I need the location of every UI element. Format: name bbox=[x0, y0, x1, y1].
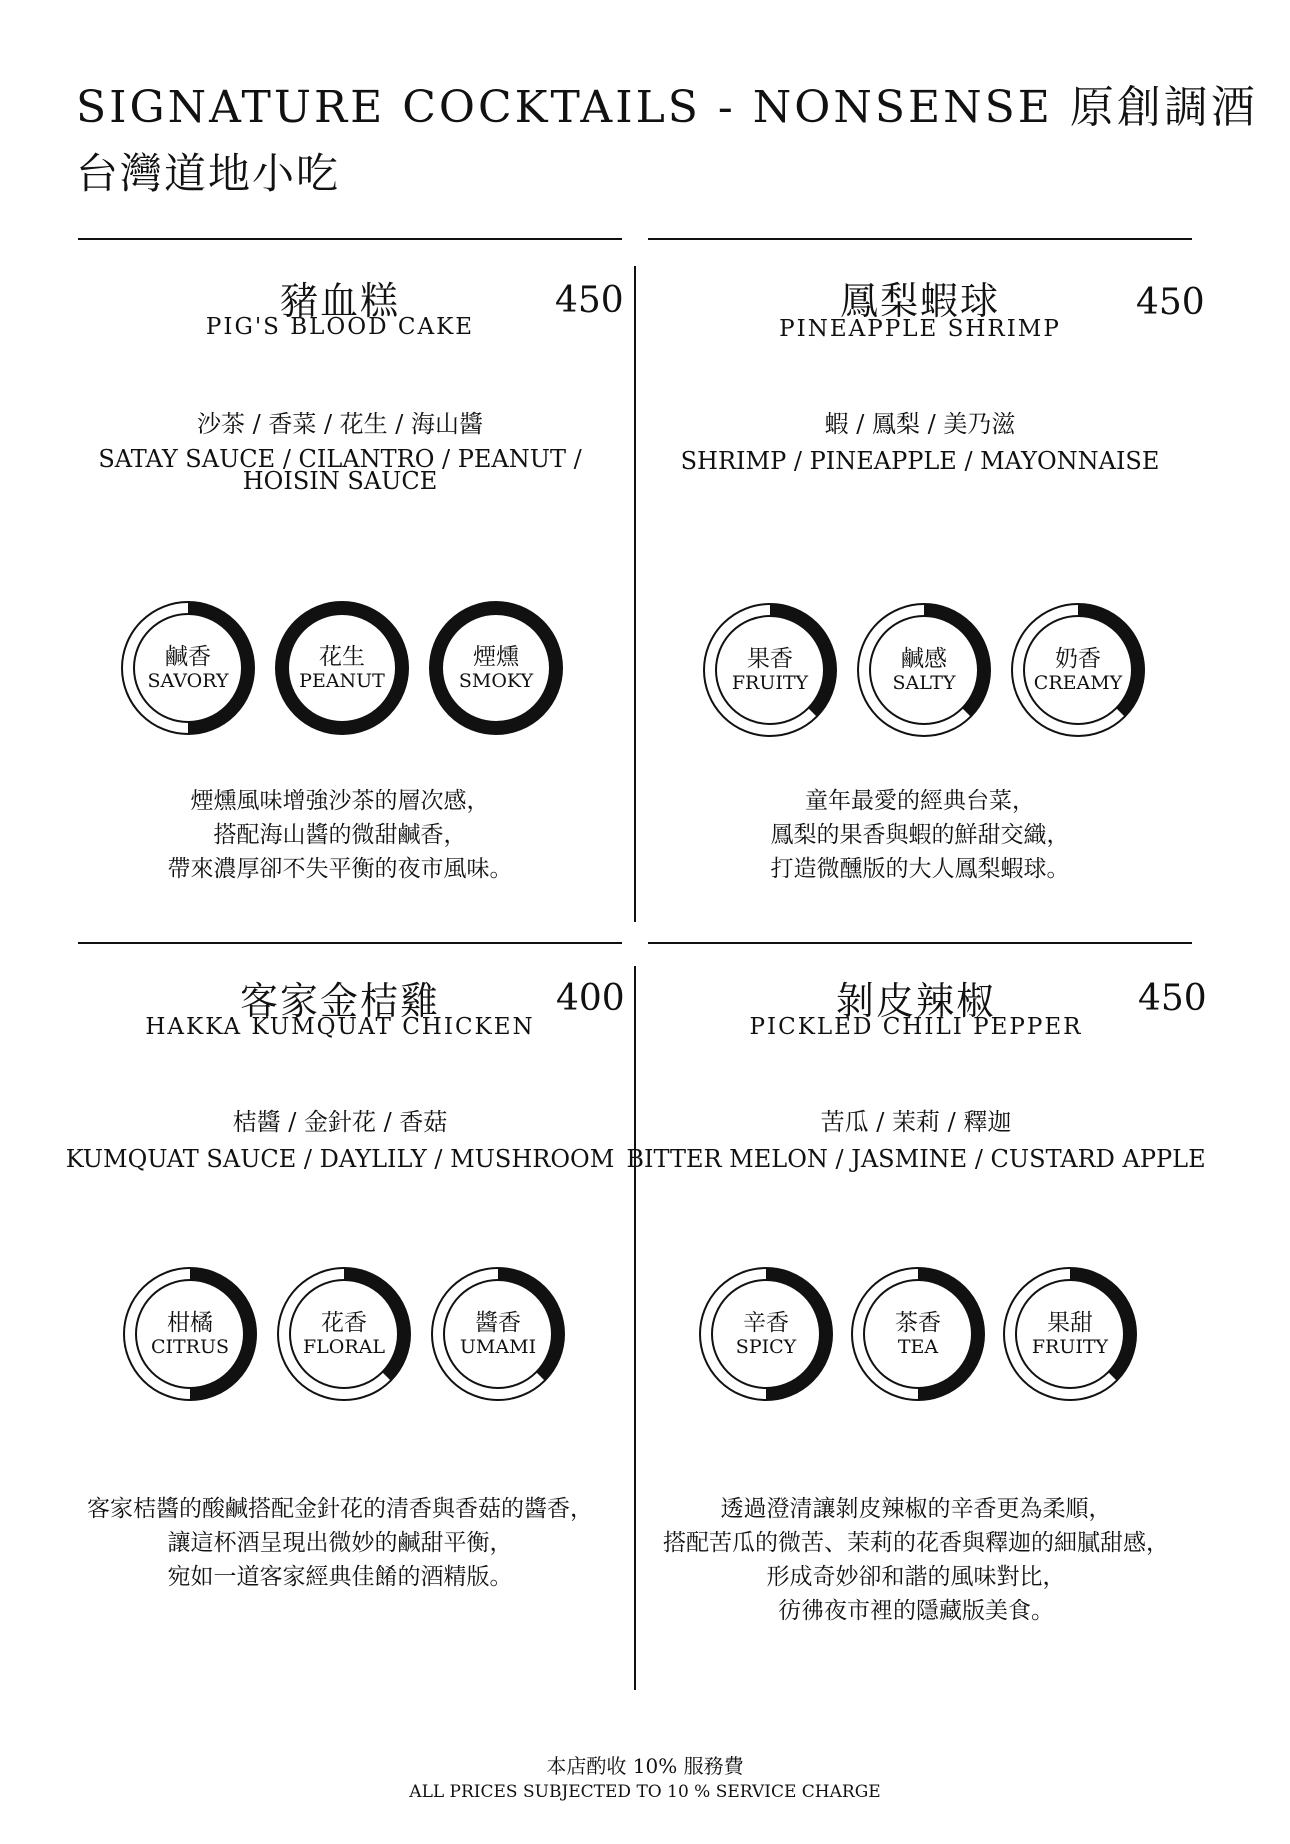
flavor-dial bbox=[276, 1266, 412, 1402]
item-name-en: HAKKA KUMQUAT CHICKEN bbox=[145, 1014, 535, 1040]
description-line: 彷彿夜市裡的隱藏版美食。 bbox=[778, 1598, 1054, 1624]
flavor-label-cn: 果甜 bbox=[1047, 1310, 1093, 1336]
ingredients-cn: 蝦 / 鳳梨 / 美乃滋 bbox=[824, 410, 1016, 438]
description-line: 搭配海山醬的微甜鹹香， bbox=[213, 822, 467, 848]
flavor-dial bbox=[850, 1266, 986, 1402]
flavor-label-cn: 鹹感 bbox=[901, 646, 947, 672]
description-line: 打造微醺版的大人鳳梨蝦球。 bbox=[770, 856, 1070, 882]
item-name-cn: 鳳梨蝦球 bbox=[839, 279, 1000, 323]
description-line: 形成奇妙卻和諧的風味對比， bbox=[766, 1564, 1066, 1590]
flavor-label-en: SMOKY bbox=[458, 670, 534, 692]
ingredients-cn: 苦瓜 / 茉莉 / 釋迦 bbox=[820, 1108, 1012, 1136]
flavor-dials bbox=[620, 602, 1220, 742]
flavor-label-cn: 果香 bbox=[747, 646, 793, 672]
item-description bbox=[40, 784, 640, 886]
description-line: 帶來濃厚卻不失平衡的夜市風味。 bbox=[167, 856, 513, 882]
item-name-cn: 豬血糕 bbox=[279, 279, 400, 323]
item-description bbox=[620, 784, 1220, 886]
service-charge-en: ALL PRICES SUBJECTED TO 10 % SERVICE CHARGE bbox=[409, 1782, 881, 1802]
flavor-label-en: UMAMI bbox=[459, 1336, 537, 1358]
service-charge-note bbox=[0, 1752, 1290, 1804]
flavor-label-cn: 醬香 bbox=[475, 1310, 521, 1336]
description-line: 搭配苦瓜的微苦、茉莉的花香與釋迦的細膩甜感， bbox=[663, 1530, 1169, 1556]
top-right-divider bbox=[648, 238, 1192, 240]
description-line: 童年最愛的經典台菜， bbox=[805, 788, 1035, 814]
flavor-label-en: CREAMY bbox=[1033, 672, 1123, 694]
ingredients-en bbox=[40, 445, 640, 495]
description-line: 客家桔醬的酸鹹搭配金針花的清香與香菇的醬香， bbox=[87, 1496, 593, 1522]
ingredients-en-line: BITTER MELON / JASMINE / CUSTARD APPLE bbox=[626, 1145, 1206, 1173]
description-line: 讓這杯酒呈現出微妙的鹹甜平衡， bbox=[167, 1530, 513, 1556]
flavor-label-en: SAVORY bbox=[147, 670, 229, 692]
item-name-en: PIG'S BLOOD CAKE bbox=[205, 314, 475, 340]
menu-title: SIGNATURE COCKTAILS - NONSENSE 原創調酒 bbox=[76, 82, 1258, 133]
item-name-cn: 剝皮辣椒 bbox=[835, 979, 996, 1023]
flavor-label-cn: 煙燻 bbox=[473, 644, 519, 670]
flavor-dial bbox=[430, 1266, 566, 1402]
flavor-label-cn: 奶香 bbox=[1055, 646, 1101, 672]
ingredients-en-line: SATAY SAUCE / CILANTRO / PEANUT / bbox=[98, 445, 582, 473]
ingredients-en-line: HOISIN SAUCE bbox=[242, 467, 438, 495]
flavor-label-cn: 茶香 bbox=[895, 1310, 941, 1336]
flavor-dial bbox=[702, 602, 838, 738]
flavor-dial bbox=[1010, 602, 1146, 738]
ingredients-cn: 桔醬 / 金針花 / 香菇 bbox=[232, 1108, 448, 1136]
flavor-label-en: FRUITY bbox=[1031, 1336, 1109, 1358]
top-left-divider bbox=[78, 238, 622, 240]
flavor-dial bbox=[120, 600, 256, 736]
flavor-label-en: PEANUT bbox=[299, 670, 385, 692]
service-charge-cn: 本店酌收 10% 服務費 bbox=[546, 1754, 744, 1778]
middle-right-divider bbox=[648, 942, 1192, 944]
item-price: 450 bbox=[555, 280, 624, 321]
item-description bbox=[40, 1492, 640, 1594]
item-name-en: PICKLED CHILI PEPPER bbox=[749, 1014, 1083, 1040]
flavor-dials bbox=[616, 1266, 1216, 1406]
item-price: 450 bbox=[1136, 282, 1205, 323]
item-price: 450 bbox=[1138, 978, 1207, 1019]
description-line: 宛如一道客家經典佳餚的酒精版。 bbox=[167, 1564, 513, 1590]
description-line: 透過澄清讓剝皮辣椒的辛香更為柔順， bbox=[720, 1496, 1112, 1522]
ingredients-en bbox=[616, 1145, 1216, 1173]
flavor-label-en: TEA bbox=[897, 1336, 939, 1358]
flavor-dial bbox=[698, 1266, 834, 1402]
menu-header bbox=[76, 80, 1258, 202]
description-line: 鳳梨的果香與蝦的鮮甜交織， bbox=[770, 822, 1070, 848]
flavor-dials bbox=[40, 600, 640, 740]
flavor-label-en: FLORAL bbox=[302, 1336, 386, 1358]
flavor-dials bbox=[40, 1266, 640, 1406]
ingredients-en bbox=[40, 1145, 640, 1173]
flavor-dial bbox=[274, 600, 410, 736]
flavor-dial bbox=[428, 600, 564, 736]
item-price: 400 bbox=[556, 978, 625, 1019]
ingredients-en-line: KUMQUAT SAUCE / DAYLILY / MUSHROOM bbox=[65, 1145, 615, 1173]
flavor-dial bbox=[122, 1266, 258, 1402]
item-name-en: PINEAPPLE SHRIMP bbox=[779, 316, 1061, 342]
flavor-dial bbox=[1002, 1266, 1138, 1402]
flavor-label-en: SALTY bbox=[892, 672, 956, 694]
flavor-label-cn: 鹹香 bbox=[165, 644, 211, 670]
flavor-label-en: CITRUS bbox=[150, 1336, 230, 1358]
item-name-cn: 客家金桔雞 bbox=[239, 979, 440, 1023]
flavor-label-en: FRUITY bbox=[731, 672, 809, 694]
flavor-label-cn: 花香 bbox=[321, 1310, 367, 1336]
middle-left-divider bbox=[78, 942, 622, 944]
ingredients-en-line: SHRIMP / PINEAPPLE / MAYONNAISE bbox=[680, 447, 1160, 475]
ingredients-cn: 沙茶 / 香菜 / 花生 / 海山醬 bbox=[196, 410, 484, 438]
description-line: 煙燻風味增強沙茶的層次感， bbox=[190, 788, 490, 814]
item-description bbox=[616, 1492, 1216, 1628]
ingredients-en bbox=[620, 447, 1220, 475]
flavor-dial bbox=[856, 602, 992, 738]
flavor-label-en: SPICY bbox=[735, 1336, 797, 1358]
flavor-label-cn: 辛香 bbox=[743, 1310, 789, 1336]
flavor-label-cn: 花生 bbox=[319, 644, 365, 670]
menu-subtitle: 台灣道地小吃 bbox=[76, 149, 341, 198]
flavor-label-cn: 柑橘 bbox=[167, 1310, 213, 1336]
